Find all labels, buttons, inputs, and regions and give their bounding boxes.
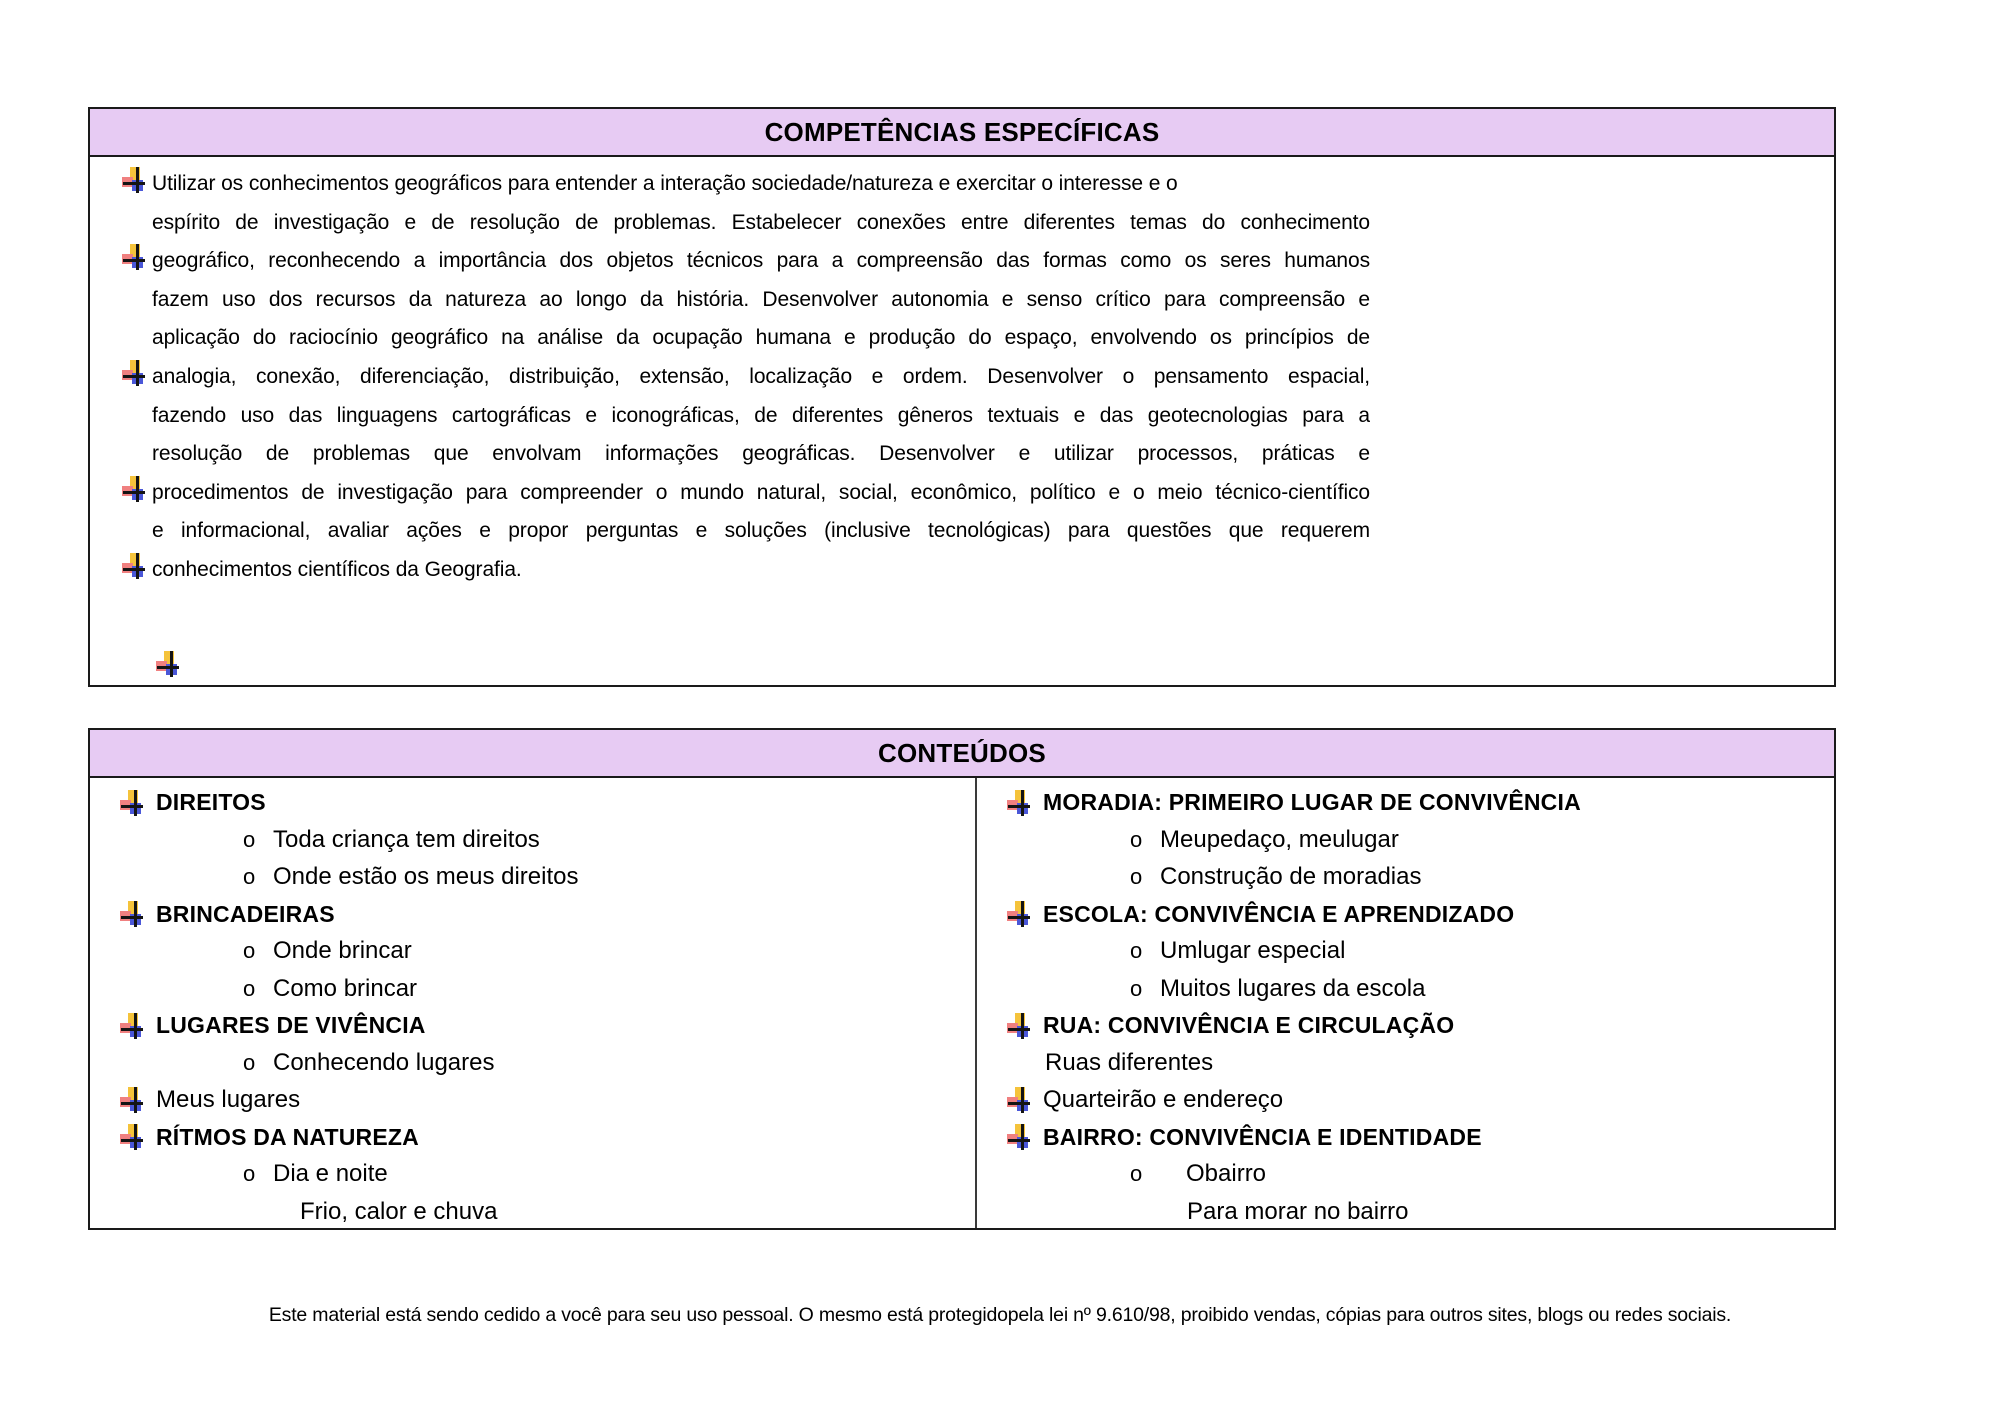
bullet-icon — [120, 1087, 144, 1113]
list-item — [90, 858, 975, 895]
list-item — [977, 1193, 1834, 1230]
bullet-icon — [1007, 1087, 1031, 1113]
list-item-label: Onde brincar — [273, 937, 412, 965]
bullet-icon — [122, 553, 146, 579]
list-item-label: DIREITOS — [156, 789, 266, 816]
conteudos-right-column — [977, 778, 1834, 1228]
bullet-icon — [120, 1124, 144, 1150]
bullet-icon — [120, 790, 144, 816]
list-item-label: BAIRRO: CONVIVÊNCIA E IDENTIDADE — [1043, 1123, 1482, 1150]
list-item-label: LUGARES DE VIVÊNCIA — [156, 1012, 426, 1039]
list-item-label: MORADIA: PRIMEIRO LUGAR DE CONVIVÊNCIA — [1043, 789, 1581, 816]
paragraph-line: fazendo uso das linguagens cartográficas e iconográficas, de diferentes gêneros textuais e das geotecnologias para a — [152, 403, 1370, 427]
list-item — [90, 933, 975, 970]
circle-marker: o — [243, 1161, 256, 1187]
list-item-label: BRINCADEIRAS — [156, 900, 335, 927]
list-item-label: Ruas diferentes — [1045, 1048, 1214, 1076]
circle-marker: o — [243, 938, 256, 964]
paragraph-line: resolução de problemas que envolvam informações geográficas. Desenvolver e utilizar processos, práticas e — [152, 442, 1370, 466]
circle-marker: o — [1130, 863, 1143, 889]
conteudos-left-column — [90, 778, 977, 1228]
paragraph-line: Utilizar os conhecimentos geográficos para entender a interação sociedade/natureza e exercitar o interesse e o — [152, 172, 1178, 195]
paragraph-line: analogia, conexão, diferenciação, distribuição, extensão, localização e ordem. Desenvolver o pensamento espacial, — [152, 364, 1370, 388]
bullet-icon — [1007, 1013, 1031, 1039]
list-item — [90, 896, 975, 933]
paragraph-line: fazem uso dos recursos da natureza ao longo da história. Desenvolver autonomia e senso crítico para compreensão e — [152, 287, 1370, 311]
paragraph-line: geográfico, reconhecendo a importância dos objetos técnicos para a compreensão das formas como os seres humanos — [152, 249, 1370, 273]
list-item — [90, 1082, 975, 1119]
competencias-paragraph — [90, 157, 1370, 590]
paragraph-line: conhecimentos científicos da Geografia. — [152, 557, 522, 581]
circle-marker: o — [1130, 938, 1143, 964]
list-item — [977, 784, 1834, 821]
list-item-label: RUA: CONVIVÊNCIA E CIRCULAÇÃO — [1043, 1012, 1455, 1039]
list-item-label: Toda criança tem direitos — [273, 825, 540, 853]
bullet-icon — [122, 476, 146, 502]
list-item-label: Meus lugares — [156, 1086, 301, 1114]
list-item-label: RÍTMOS DA NATUREZA — [156, 1123, 419, 1150]
list-item-label: Conhecendo lugares — [273, 1048, 495, 1076]
circle-marker: o — [243, 1049, 256, 1075]
bullet-icon — [1007, 901, 1031, 927]
list-item — [977, 970, 1834, 1007]
list-item-label: Meupedaço, meulugar — [1160, 825, 1399, 853]
paragraph-line: espírito de investigação e de resolução de problemas. Estabelecer conexões entre diferentes temas do conhecimento — [152, 210, 1370, 234]
list-item — [977, 896, 1834, 933]
circle-marker: o — [1130, 975, 1143, 1001]
list-item — [977, 858, 1834, 895]
list-item-label: Umlugar especial — [1160, 937, 1346, 965]
circle-marker: o — [1130, 1161, 1143, 1187]
list-item-label: Como brincar — [273, 974, 418, 1002]
circle-marker: o — [243, 975, 256, 1001]
competencias-body — [88, 157, 1836, 687]
conteudos-header — [88, 728, 1836, 778]
list-item — [90, 1156, 975, 1193]
conteudos-title: CONTEÚDOS — [878, 737, 1046, 768]
list-item — [90, 1007, 975, 1044]
list-item — [90, 970, 975, 1007]
conteudos-body — [88, 778, 1836, 1230]
list-item-label: Obairro — [1186, 1160, 1267, 1188]
copyright-notice — [0, 1304, 2000, 1327]
competencias-header — [88, 107, 1836, 157]
bullet-icon — [156, 651, 180, 677]
list-item — [977, 1119, 1834, 1156]
competencias-title: COMPETÊNCIAS ESPECÍFICAS — [764, 116, 1160, 147]
list-item — [977, 1044, 1834, 1081]
list-item — [90, 821, 975, 858]
bullet-icon — [122, 167, 146, 193]
paragraph-line: e informacional, avaliar ações e propor perguntas e soluções (inclusive tecnológicas) para questões que requerem — [152, 519, 1370, 543]
list-item-label: Onde estão os meus direitos — [273, 862, 579, 890]
paragraph-line: procedimentos de investigação para compreender o mundo natural, social, econômico, político e o meio técnico-científico — [152, 480, 1370, 504]
list-item — [977, 1156, 1834, 1193]
circle-marker: o — [243, 863, 256, 889]
list-item — [90, 784, 975, 821]
list-item-label: Frio, calor e chuva — [300, 1197, 498, 1225]
list-item — [977, 1007, 1834, 1044]
list-item — [90, 1193, 975, 1230]
list-item — [977, 1082, 1834, 1119]
bullet-icon — [120, 901, 144, 927]
list-item-label: Quarteirão e endereço — [1043, 1086, 1284, 1114]
paragraph-line: aplicação do raciocínio geográfico na análise da ocupação humana e produção do espaço, envolvendo os princípios de — [152, 326, 1370, 350]
competencias-table — [88, 107, 1836, 687]
bullet-icon — [1007, 790, 1031, 816]
list-item — [90, 1044, 975, 1081]
copyright-text: Este material está sendo cedido a você para seu uso pessoal. O mesmo está protegidopela lei nº 9.610/98, proibido vendas, cópias para outros sites, blogs ou redes sociais. — [268, 1304, 1732, 1326]
list-item — [977, 933, 1834, 970]
bullet-icon — [122, 244, 146, 270]
list-item-label: Para morar no bairro — [1187, 1197, 1409, 1225]
list-item — [977, 821, 1834, 858]
conteudos-table — [88, 728, 1836, 1230]
list-item-label: Muitos lugares da escola — [1160, 974, 1426, 1002]
list-item — [90, 1119, 975, 1156]
list-item-label: Construção de moradias — [1160, 862, 1422, 890]
circle-marker: o — [243, 826, 256, 852]
list-item-label: ESCOLA: CONVIVÊNCIA E APRENDIZADO — [1043, 900, 1515, 927]
bullet-icon — [1007, 1124, 1031, 1150]
bullet-icon — [122, 360, 146, 386]
circle-marker: o — [1130, 826, 1143, 852]
list-item-label: Dia e noite — [273, 1160, 388, 1188]
bullet-icon — [120, 1013, 144, 1039]
